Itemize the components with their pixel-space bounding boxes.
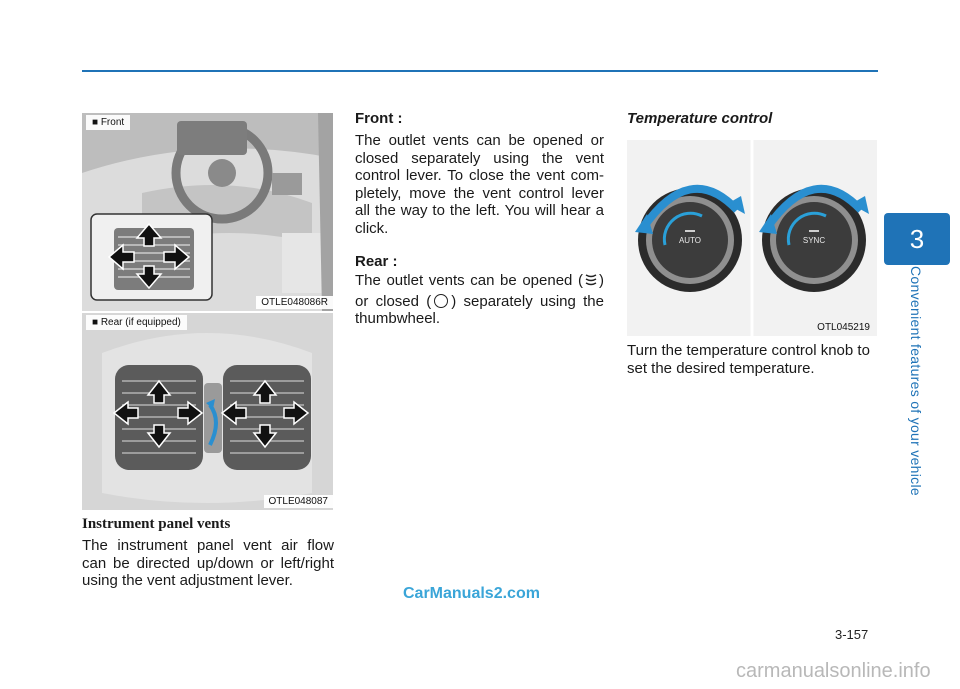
- watermark-carmanualsonline: carmanualsonline.info: [736, 660, 931, 682]
- vent-closed-icon: [434, 294, 448, 308]
- watermark-carmanuals2: CarManuals2.com: [403, 585, 540, 602]
- front-text: The outlet vents can be opened or closed separately using the vent control lever. To close the vent com-pletely, move the vent control lever all the way to the left. You will hear a click.: [355, 132, 604, 237]
- figure-front-code: OTLE048086R: [256, 296, 333, 309]
- instrument-panel-text: The instrument panel vent air flow can be directed up/down or left/right using the vent adjustment lever.: [82, 537, 334, 589]
- vent-open-icon: [583, 272, 599, 293]
- chapter-number: 3: [909, 223, 925, 254]
- rear-text: [355, 272, 604, 328]
- rear-text-before: The outlet vents can be opened (: [355, 272, 583, 289]
- top-rule: [82, 70, 878, 72]
- dashboard-illustration: [82, 113, 333, 311]
- front-heading: Front :: [355, 110, 403, 127]
- figure-rear-tag: ■ Rear (if equipped): [86, 315, 187, 330]
- chapter-title: Convenient features of your vehicle: [908, 266, 924, 496]
- chapter-side-title: [896, 266, 936, 496]
- chapter-tab: [884, 213, 950, 265]
- figure-temperature-knobs: [627, 140, 877, 336]
- figure-front-vent: [82, 113, 333, 311]
- knob-auto-label: AUTO: [678, 236, 702, 245]
- instrument-panel-heading: Instrument panel vents: [82, 516, 231, 532]
- rear-text-middle: ) or closed (: [355, 272, 604, 310]
- rear-vent-illustration: [82, 313, 333, 510]
- figure-rear-vent: [82, 313, 333, 510]
- figure-front-tag: ■ Front: [86, 115, 130, 130]
- temperature-knobs-illustration: [627, 140, 877, 336]
- temperature-control-text: Turn the temperature control knob to set the desired temperature.: [627, 342, 870, 377]
- temperature-control-heading: Temperature control: [627, 110, 773, 127]
- rear-heading: Rear :: [355, 253, 398, 270]
- knob-sync-label: SYNC: [802, 236, 826, 245]
- rear-text-after: ) separately using the thumbwheel.: [355, 292, 604, 327]
- figure-temperature-code: OTL045219: [817, 322, 870, 333]
- figure-rear-code: OTLE048087: [264, 495, 334, 508]
- page-number: 3-157: [835, 627, 869, 642]
